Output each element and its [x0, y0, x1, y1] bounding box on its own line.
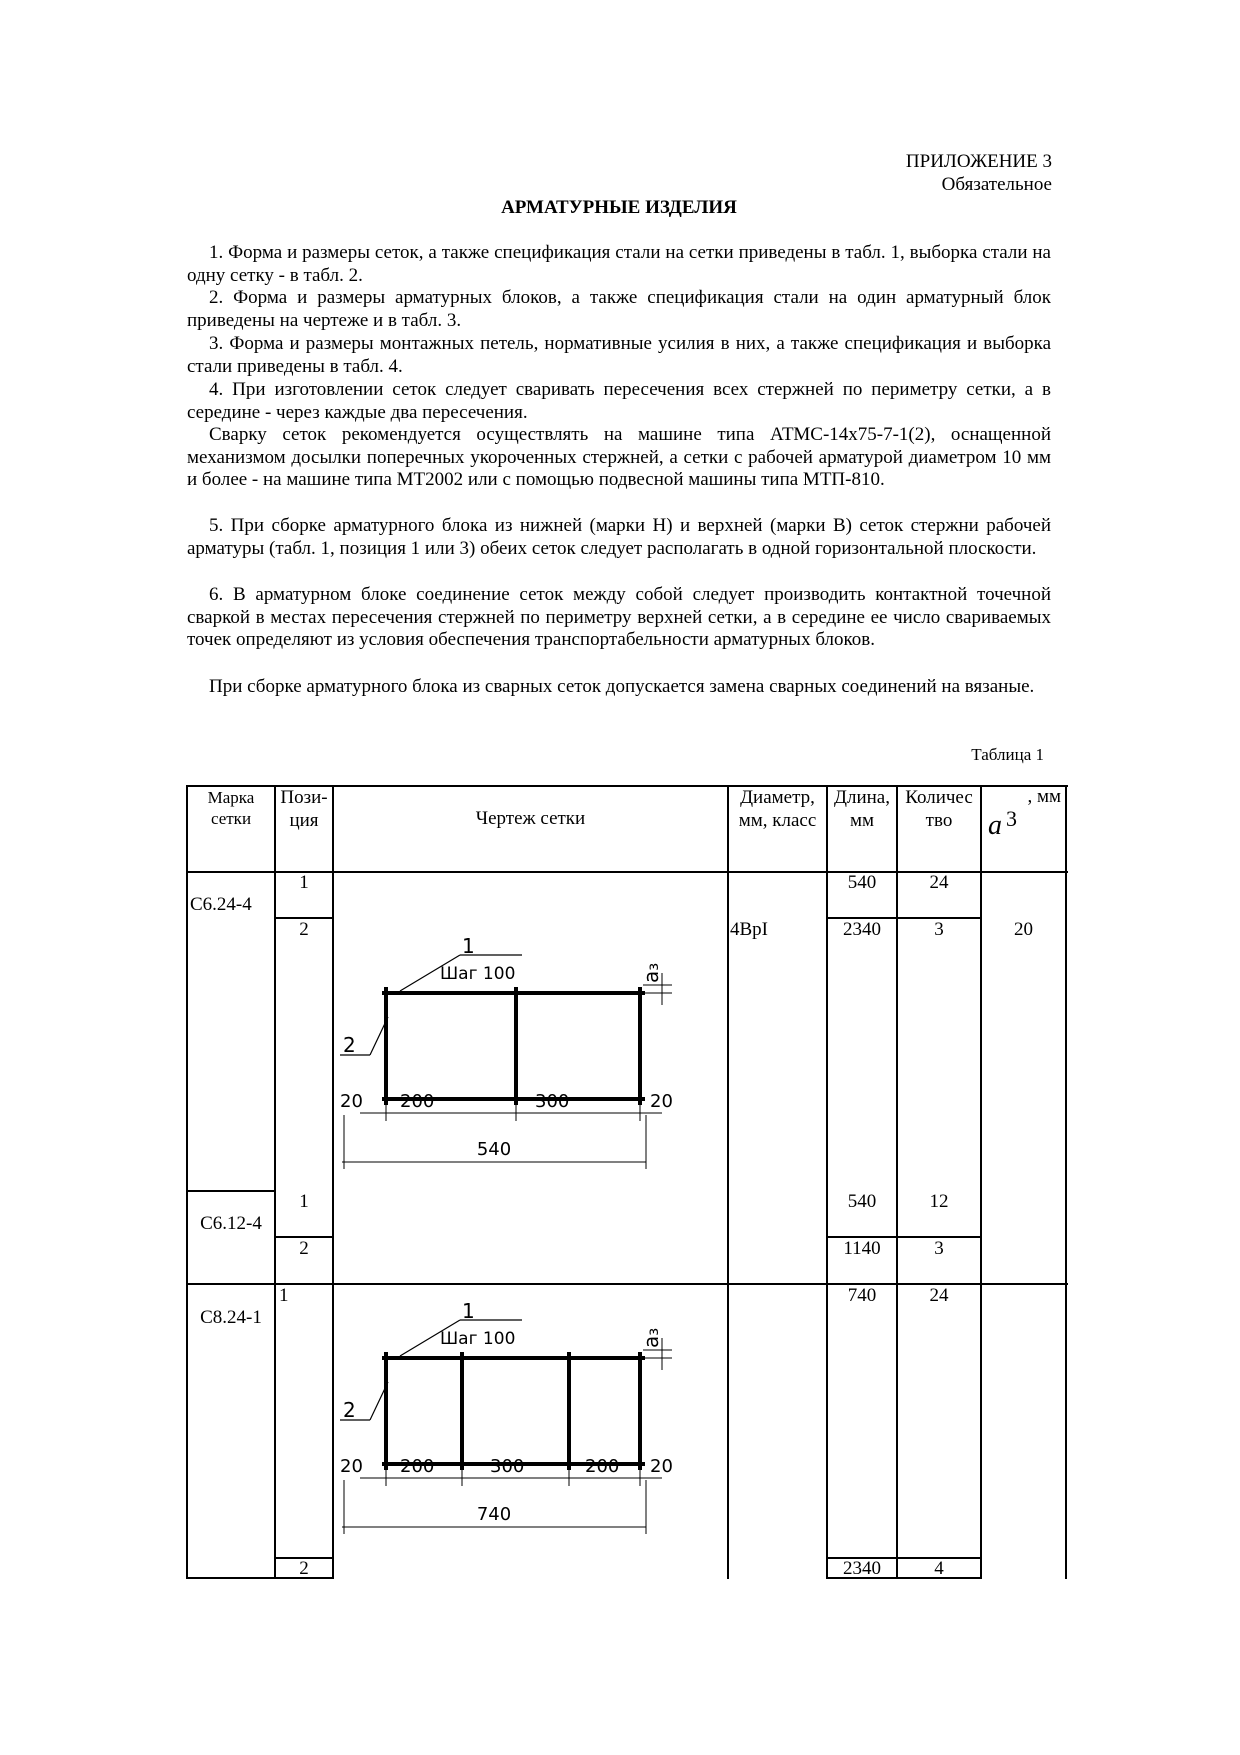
header-quantity: Количес тво [905, 787, 973, 831]
table-cell-length: 1140 [843, 1238, 881, 1259]
table-cell-qty: 3 [934, 1238, 944, 1259]
dim-label: 300 [490, 1456, 525, 1477]
table-cell-diameter: 4ВрI [730, 919, 768, 940]
paragraph-2: 2. Форма и размеры арматурных блоков, а также спецификация стали на один арматурный блок приведены на чертеже и в табл. 3. [187, 287, 1051, 331]
a3-label: a₃ [639, 1327, 663, 1348]
table-cell-pos: 1 [299, 872, 309, 893]
pos1-label: 1 [462, 1300, 475, 1323]
step-label: Шаг 100 [440, 1329, 516, 1349]
table-cell-length: 2340 [843, 1558, 881, 1579]
table-cell-pos: 2 [299, 919, 309, 940]
mesh-drawing-2 [340, 1300, 720, 1540]
table-cell-pos: 2 [299, 1558, 309, 1579]
header-mark: Марка сетки [207, 788, 255, 828]
paragraph-7: 6. В арматурном блоке соединение сеток между собой следует производить контактной точечной сваркой в местах пересечения стержней по периметру верхней сетки, а в середине ее число свариваемых точек определяют из условия обеспечения транспортабельности арматурных блоков. [187, 584, 1051, 650]
dim-label: 20 [650, 1456, 673, 1477]
table-row-mark: С6.12-4 [200, 1213, 262, 1234]
appendix-label: ПРИЛОЖЕНИЕ 3 [905, 151, 1052, 172]
header-length: Длина, мм [834, 787, 890, 831]
table-cell-qty: 4 [934, 1558, 944, 1579]
pos2-label: 2 [343, 1398, 356, 1422]
header-a3: , мм a 3 [988, 786, 1061, 841]
table-cell-pos: 1 [299, 1191, 309, 1212]
dim-label: 20 [650, 1091, 673, 1112]
table-cell-pos: 2 [299, 1238, 309, 1259]
dim-label: 20 [340, 1456, 363, 1477]
table-cell-length: 2340 [843, 919, 881, 940]
paragraph-1: 1. Форма и размеры сеток, а также спецификация стали на сетки приведены в табл. 1, выборка стали на одну сетку - в табл. 2. [187, 242, 1051, 286]
mandatory-label: Обязательное [941, 174, 1052, 195]
dim-label: 200 [400, 1456, 435, 1477]
dim-label: 200 [585, 1456, 620, 1477]
pos1-label: 1 [462, 935, 475, 958]
table-row-mark: С6.24-4 [190, 894, 252, 915]
table-cell-qty: 3 [934, 919, 944, 940]
table-cell-length: 540 [847, 1191, 877, 1212]
header-drawing: Чертеж сетки [475, 808, 586, 829]
header-position: Пози-ция [280, 787, 328, 831]
dim-label: 20 [340, 1091, 363, 1112]
table-cell-qty: 24 [929, 1285, 949, 1306]
total-dim-label: 540 [476, 1139, 512, 1160]
table-cell-a3: 20 [1014, 919, 1033, 940]
dim-label: 300 [535, 1091, 570, 1112]
table-cell-qty: 24 [929, 872, 949, 893]
total-dim-label: 740 [476, 1504, 512, 1525]
table-label: Таблица 1 [971, 745, 1044, 764]
mesh-drawing-1 [340, 935, 720, 1175]
table-cell-qty: 12 [929, 1191, 949, 1212]
dim-label: 200 [400, 1091, 435, 1112]
paragraph-3: 3. Форма и размеры монтажных петель, нормативные усилия в них, а также спецификация и выборка стали приведены в табл. 4. [187, 333, 1051, 377]
pos2-label: 2 [343, 1033, 356, 1057]
table-cell-pos: 1 [279, 1285, 289, 1306]
paragraph-5: Сварку сеток рекомендуется осуществлять на машине типа АТМС-14х75-7-1(2), оснащенной механизмом досылки поперечных укороченных стержней, а сетки с рабочей арматурой диаметром 10 мм и более - на машине типа МТ2002 или с помощью подвесной машины типа МТП-810. [187, 424, 1051, 490]
step-label: Шаг 100 [440, 964, 516, 984]
header-diameter: Диаметр, мм, класс [738, 787, 817, 831]
table-cell-length: 740 [847, 1285, 877, 1306]
table-cell-length: 540 [847, 872, 877, 893]
table-row-mark: С8.24-1 [200, 1307, 262, 1328]
paragraph-4: 4. При изготовлении сеток следует сваривать пересечения всех стержней по периметру сетки, а в середине - через каждые два пересечения. [187, 379, 1051, 423]
page-title: АРМАТУРНЫЕ ИЗДЕЛИЯ [501, 197, 737, 218]
a3-label: a₃ [639, 962, 663, 983]
paragraph-6: 5. При сборке арматурного блока из нижней (марки Н) и верхней (марки В) сеток стержни рабочей арматуры (табл. 1, позиция 1 или 3) обеих сеток следует располагать в одной горизонтальной плоскости. [187, 515, 1051, 559]
paragraph-8: При сборке арматурного блока из сварных сеток допускается замена сварных соединений на вязаные. [209, 676, 1035, 697]
